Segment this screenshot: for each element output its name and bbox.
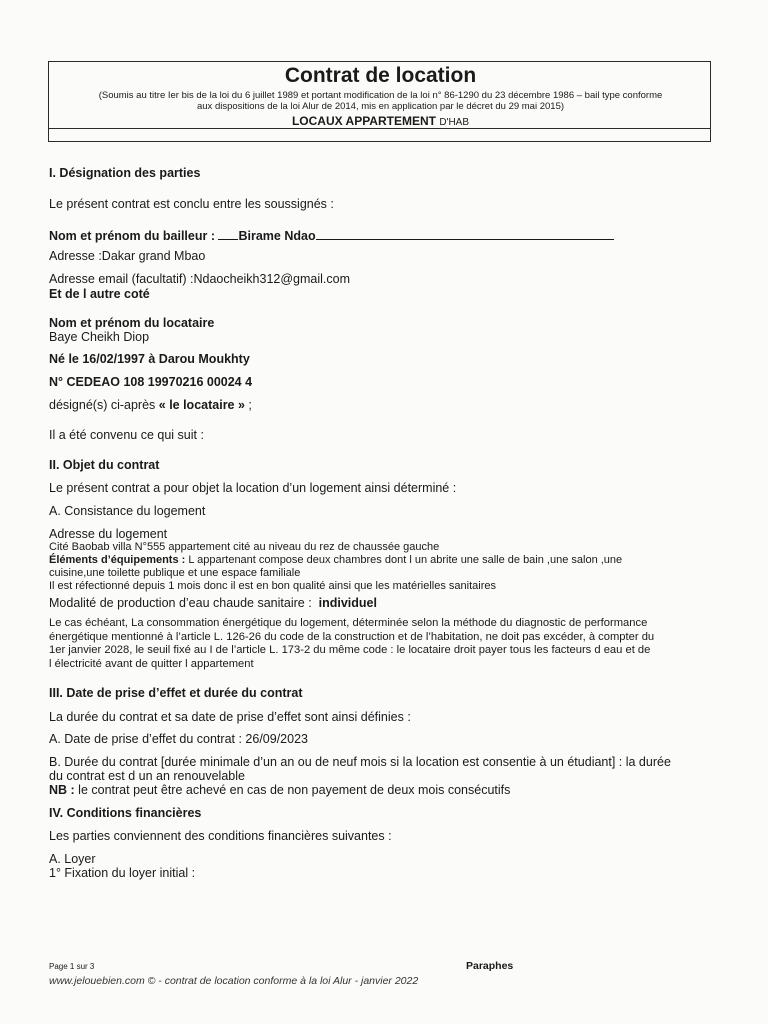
equipements-line xyxy=(49,554,622,567)
date-effet-line: A. Date de prise d’effet du contrat : 26/09/2023 xyxy=(49,732,308,746)
bailleur-adresse: Adresse :Dakar grand Mbao xyxy=(49,249,206,263)
duree-line-2: du contrat est d un an renouvelable xyxy=(49,769,245,783)
cas-line-4: l électricité avant de quitter l appartement xyxy=(49,657,254,670)
cas-line-3: 1er janvier 2028, le seuil fixé au I de l’article L. 173-2 du même code : le locataire droit payer tous les facteurs d eau et de xyxy=(49,644,651,656)
subtitle-line-1: (Soumis au titre Ier bis de la loi du 6 juillet 1989 et portant modification de la loi n° 86-1290 du 23 décembre 1986 – bail type conforme xyxy=(98,90,663,101)
modalite-value: individuel xyxy=(318,596,377,610)
section-1-intro: Le présent contrat est conclu entre les soussignés : xyxy=(49,197,334,211)
locataire-label: Nom et prénom du locataire xyxy=(49,316,215,330)
bailleur-email: Adresse email (facultatif) :Ndaocheikh312@gmail.com xyxy=(49,272,351,286)
adresse-logement-label: Adresse du logement xyxy=(49,527,168,541)
underline-pre xyxy=(218,227,238,240)
underline-post xyxy=(316,227,614,240)
duree-line-1: B. Durée du contrat [durée minimale d’un an ou de neuf mois si la location est consentie à un étudiant] : la durée xyxy=(49,755,671,769)
header-subtitle xyxy=(49,90,712,112)
page-number: Page 1 sur 3 xyxy=(49,962,95,971)
locataire-name: Baye Cheikh Diop xyxy=(49,330,150,344)
section-3-intro: La durée du contrat et sa date de prise d’effet sont ainsi définies : xyxy=(49,710,411,724)
fixation-loyer-label: 1° Fixation du loyer initial : xyxy=(49,866,196,880)
refection-line: Il est réfectionné depuis 1 mois donc il est en bon qualité ainsi que les matérielles sanitaires xyxy=(49,580,496,592)
cas-line-1: Le cas échéant, La consommation énergétique du logement, déterminée selon la méthode du diagnostic de performance xyxy=(49,617,648,629)
section-2-intro: Le présent contrat a pour objet la location d’un logement ainsi déterminé : xyxy=(49,481,457,495)
designe-bold: « le locataire » xyxy=(158,398,245,412)
convenu-line: Il a été convenu ce qui suit : xyxy=(49,428,204,442)
locataire-cedeao: N° CEDEAO 108 19970216 00024 4 xyxy=(49,375,253,389)
bailleur-line xyxy=(49,227,614,244)
subtitle-line-2: aux dispositions de la loi Alur de 2014, mis en application par le décret du 29 mai 2015) xyxy=(196,101,565,112)
equipements-line-2: cuisine,une toilette publique et une espace familiale xyxy=(49,567,301,579)
autre-cote: Et de l autre coté xyxy=(49,287,150,301)
equipements-text: L appartenant compose deux chambres dont l un abrite une salle de bain ,une salon ,une xyxy=(185,554,623,566)
nb-text: le contrat peut être achevé en cas de non payement de deux mois consécutifs xyxy=(74,783,511,797)
header-rule xyxy=(48,141,711,142)
equipements-label: Éléments d’équipements : xyxy=(49,554,186,566)
header-rule-left xyxy=(48,129,50,141)
cas-echeant-paragraph xyxy=(49,617,713,671)
designe-post: ; xyxy=(244,398,252,412)
footer-site: www.jelouebien.com © - contrat de location conforme à la loi Alur - janvier 2022 xyxy=(49,975,419,987)
paraphes-label: Paraphes xyxy=(466,960,514,972)
locataire-naissance: Né le 16/02/1997 à Darou Moukhty xyxy=(49,352,250,366)
designe-line xyxy=(49,398,252,413)
designe-pre: désigné(s) ci-après xyxy=(49,398,159,412)
cite-line: Cité Baobab villa N°555 appartement cité au niveau du rez de chaussée gauche xyxy=(49,541,440,553)
nb-label: NB : xyxy=(49,783,75,797)
loyer-label: A. Loyer xyxy=(49,852,96,866)
section-1-heading: I. Désignation des parties xyxy=(49,166,201,180)
section-4-intro: Les parties conviennent des conditions financières suivantes : xyxy=(49,829,392,843)
locaux-line xyxy=(49,114,712,128)
section-4-heading: IV. Conditions financières xyxy=(49,806,202,820)
bailleur-name: Birame Ndao xyxy=(238,229,316,243)
header-box xyxy=(48,61,711,129)
header-rule-right xyxy=(710,129,712,141)
consistance-label: A. Consistance du logement xyxy=(49,504,206,518)
modalite-label: Modalité de production d’eau chaude sanitaire : xyxy=(49,596,312,610)
section-3-heading: III. Date de prise d’effet et durée du contrat xyxy=(49,686,303,700)
bailleur-label: Nom et prénom du bailleur : xyxy=(49,229,215,243)
locaux-label: LOCAUX APPARTEMENT xyxy=(291,114,436,128)
cas-line-2: énergétique mentionné à l’article L. 126-26 du code de la construction et de l’habitation, ne doit pas excéder, à compter du xyxy=(49,630,655,643)
nb-line xyxy=(49,783,510,798)
modalite-line xyxy=(49,596,377,611)
document-title: Contrat de location xyxy=(284,64,477,87)
section-2-heading: II. Objet du contrat xyxy=(49,458,160,472)
locaux-suffix: D'HAB xyxy=(439,117,470,128)
